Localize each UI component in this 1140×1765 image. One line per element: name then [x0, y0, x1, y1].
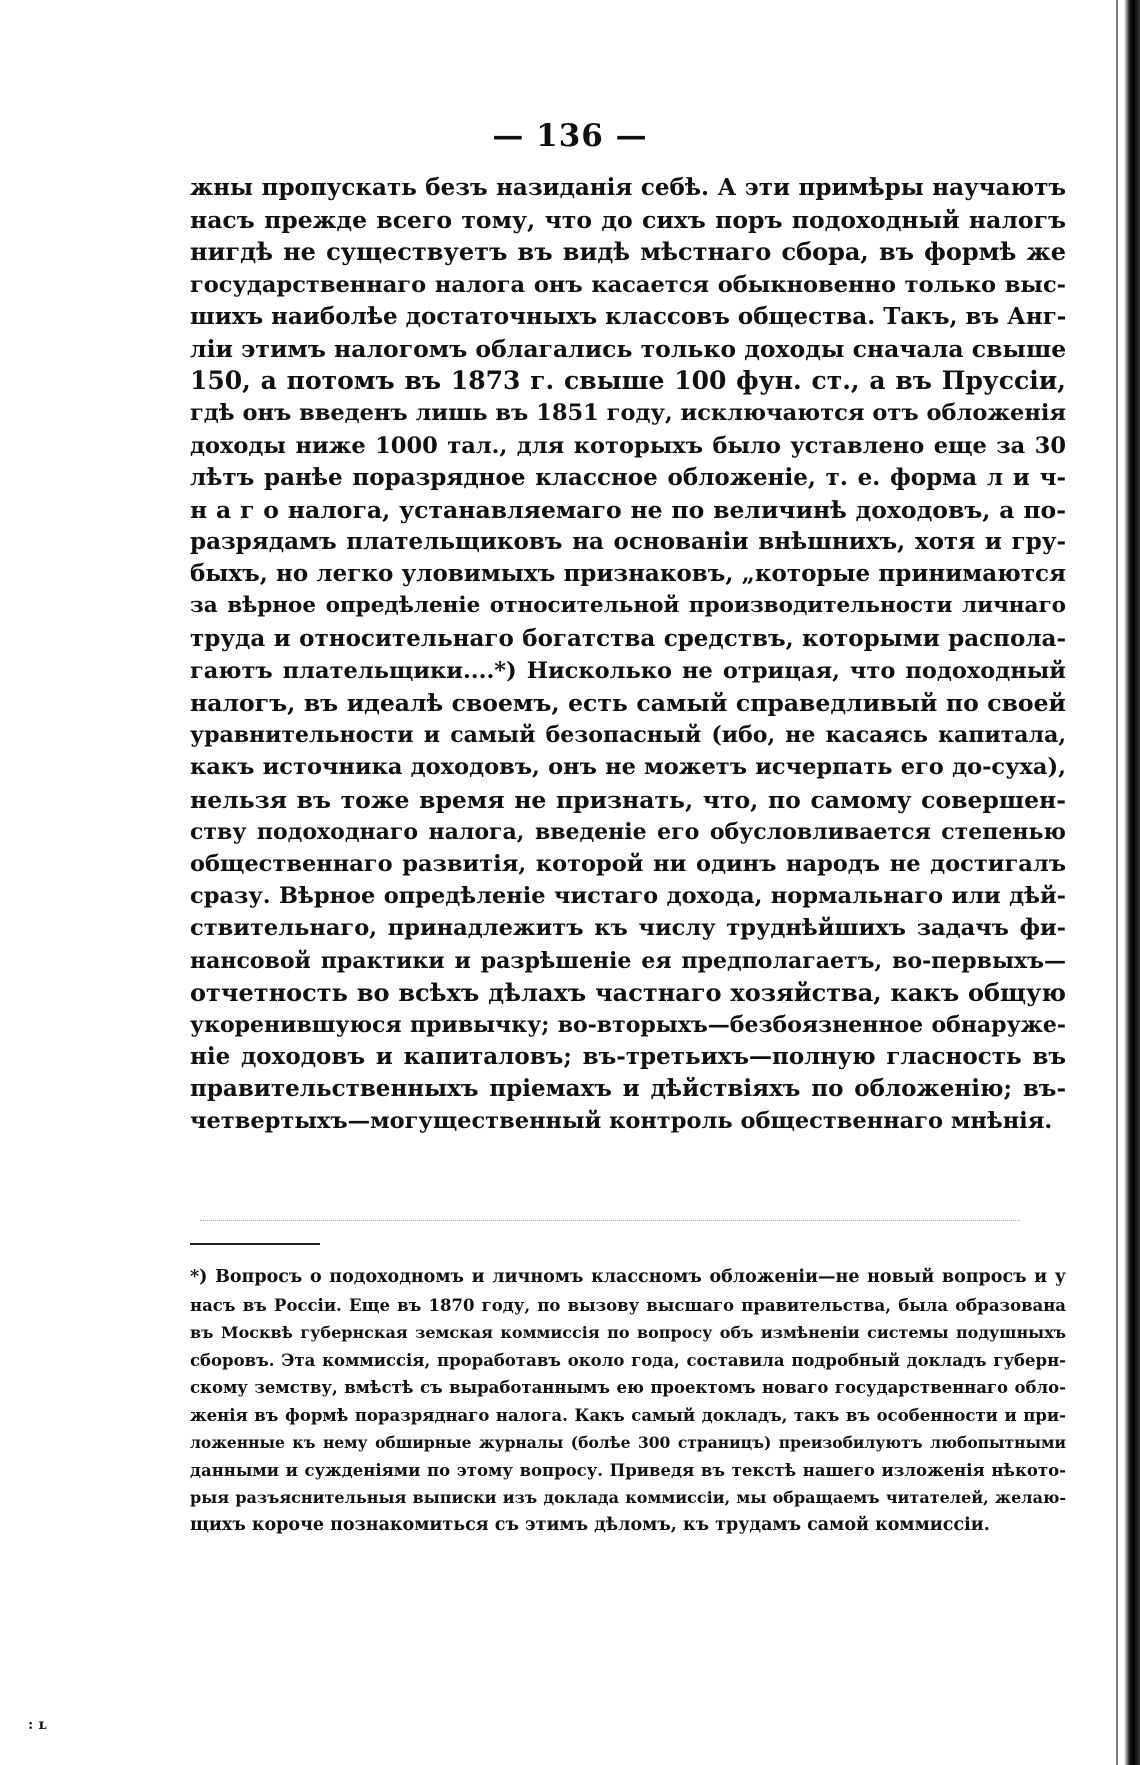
footnote-line: рыя разъяснительныя выписки изъ доклада коммиссіи, мы обращаемъ читателей, желаю-: [190, 1488, 1066, 1507]
corner-marks: : ʟ: [28, 1717, 47, 1733]
text-line: лѣтъ ранѣе поразрядное классное обложеніе, т. е. форма л и ч-: [190, 463, 1066, 491]
footnote-line: въ Москвѣ губернская земская коммиссія по вопросу объ измѣненіи системы подушныхъ: [190, 1323, 1066, 1342]
gutter-line: [1116, 0, 1118, 1765]
page-edge-shadow: [1124, 0, 1140, 1765]
text-line: налогъ, въ идеалѣ своемъ, есть самый справедливый по своей: [190, 689, 1066, 717]
footnote-line: скому земству, вмѣстѣ съ выработаннымъ ею проектомъ новаго государственнаго обло-: [190, 1378, 1066, 1397]
text-line: ству подоходнаго налога, введеніе его обусловливается степенью: [190, 818, 1066, 845]
text-line: сразу. Вѣрное опредѣленіе чистаго дохода, нормальнаго или дѣй-: [190, 883, 1066, 910]
footnote-line: насъ въ Россіи. Еще въ 1870 году, по вызову высшаго правительства, была образована: [190, 1295, 1066, 1315]
text-line: гаютъ плательщики....*) Нисколько не отрицая, что подоходный: [190, 657, 1066, 684]
scan-noise: [200, 1210, 1020, 1221]
footnote-rule: [190, 1243, 320, 1245]
text-line: уравнительности и самый безопасный (ибо, не касаясь капитала,: [190, 722, 1066, 749]
text-line: быхъ, но легко уловимыхъ признаковъ, „которые принимаются: [190, 560, 1066, 588]
text-line: нансовой практики и разрѣшеніе ея предполагаетъ, во-первыхъ—: [190, 947, 1066, 974]
text-line: какъ источника доходовъ, онъ не можетъ исчерпать его до-суха),: [190, 754, 1066, 781]
text-line: правительственныхъ пріемахъ и дѣйствіяхъ по обложенію; въ-: [190, 1075, 1066, 1103]
text-line: за вѣрное опредѣленіе относительной производительности личнаго: [190, 593, 1066, 619]
text-line: ніе доходовъ и капиталовъ; въ-третьихъ—полную гласность въ: [190, 1043, 1066, 1071]
text-line: нельзя въ тоже время не признать, что, по самому совершен-: [190, 785, 1066, 814]
text-line: труда и относительнаго богатства средствъ, которыми распола-: [190, 624, 1066, 652]
text-line: гдѣ онъ введенъ лишь въ 1851 году, исключаются отъ обложенія: [190, 400, 1066, 427]
footnote-line: данными и сужденіями по этому вопросу. Приведя въ текстѣ нашего изложенія нѣкото-: [190, 1460, 1066, 1480]
footnote-line: женія въ формѣ поразряднаго налога. Какъ самый докладъ, такъ въ особенности и при-: [190, 1405, 1066, 1425]
page-number: — 136 —: [492, 118, 648, 154]
text-line: нигдѣ не существуетъ въ видѣ мѣстнаго сбора, въ формѣ же: [190, 237, 1066, 267]
text-line: отчетность во всѣхъ дѣлахъ частнаго хозяйства, какъ общую: [190, 977, 1066, 1007]
footnote: [190, 1264, 1066, 1539]
footnote-line: сборовъ. Эта коммиссія, проработавъ около года, составила подробный докладъ губерн-: [190, 1350, 1066, 1370]
text-line: укоренившуюся привычку; во-вторыхъ—безбоязненное обнаруже-: [190, 1011, 1066, 1038]
body-text: [190, 172, 1066, 1138]
text-line: государственнаго налога онъ касается обыкновенно только выс-: [190, 271, 1066, 298]
text-line: ствительнаго, принадлежитъ къ числу труднѣйшихъ задачъ фи-: [190, 915, 1066, 942]
text-line: общественнаго развитія, которой ни одинъ народъ не достигалъ: [190, 850, 1066, 877]
text-line: четвертыхъ—могущественный контроль общественнаго мнѣнія.: [190, 1108, 1053, 1135]
text-line: насъ прежде всего тому, что до сихъ поръ подоходный налогъ: [190, 206, 1066, 235]
text-line: разрядамъ плательщиковъ на основаніи внѣшнихъ, хотя и гру-: [190, 528, 1066, 556]
text-line: н а г о налога, устанавляемаго не по величинѣ доходовъ, а по-: [190, 495, 1066, 524]
text-line: шихъ наиболѣе достаточныхъ классовъ общества. Такъ, въ Анг-: [190, 302, 1067, 330]
text-line: ліи этимъ налогомъ облагались только доходы сначала свыше: [190, 334, 1067, 363]
footnote-line: *) Вопросъ о подоходномъ и личномъ классномъ обложеніи—не новый вопросъ и у: [190, 1267, 1066, 1287]
footnote-line: ложенные къ нему обширные журналы (болѣе 300 страницъ) преизобилуютъ любопытными: [190, 1433, 1066, 1452]
footnote-line: щихъ короче познакомиться съ этимъ дѣломъ, къ трудамъ самой коммиссіи.: [190, 1514, 990, 1535]
text-line: 150, а потомъ въ 1873 г. свыше 100 фун. ст., а въ Пруссіи,: [190, 366, 1066, 396]
text-line: жны пропускать безъ назиданія себѣ. А эти примѣры научаютъ: [190, 174, 1066, 201]
text-line: доходы ниже 1000 тал., для которыхъ было уставлено еще за 30: [190, 432, 1066, 459]
